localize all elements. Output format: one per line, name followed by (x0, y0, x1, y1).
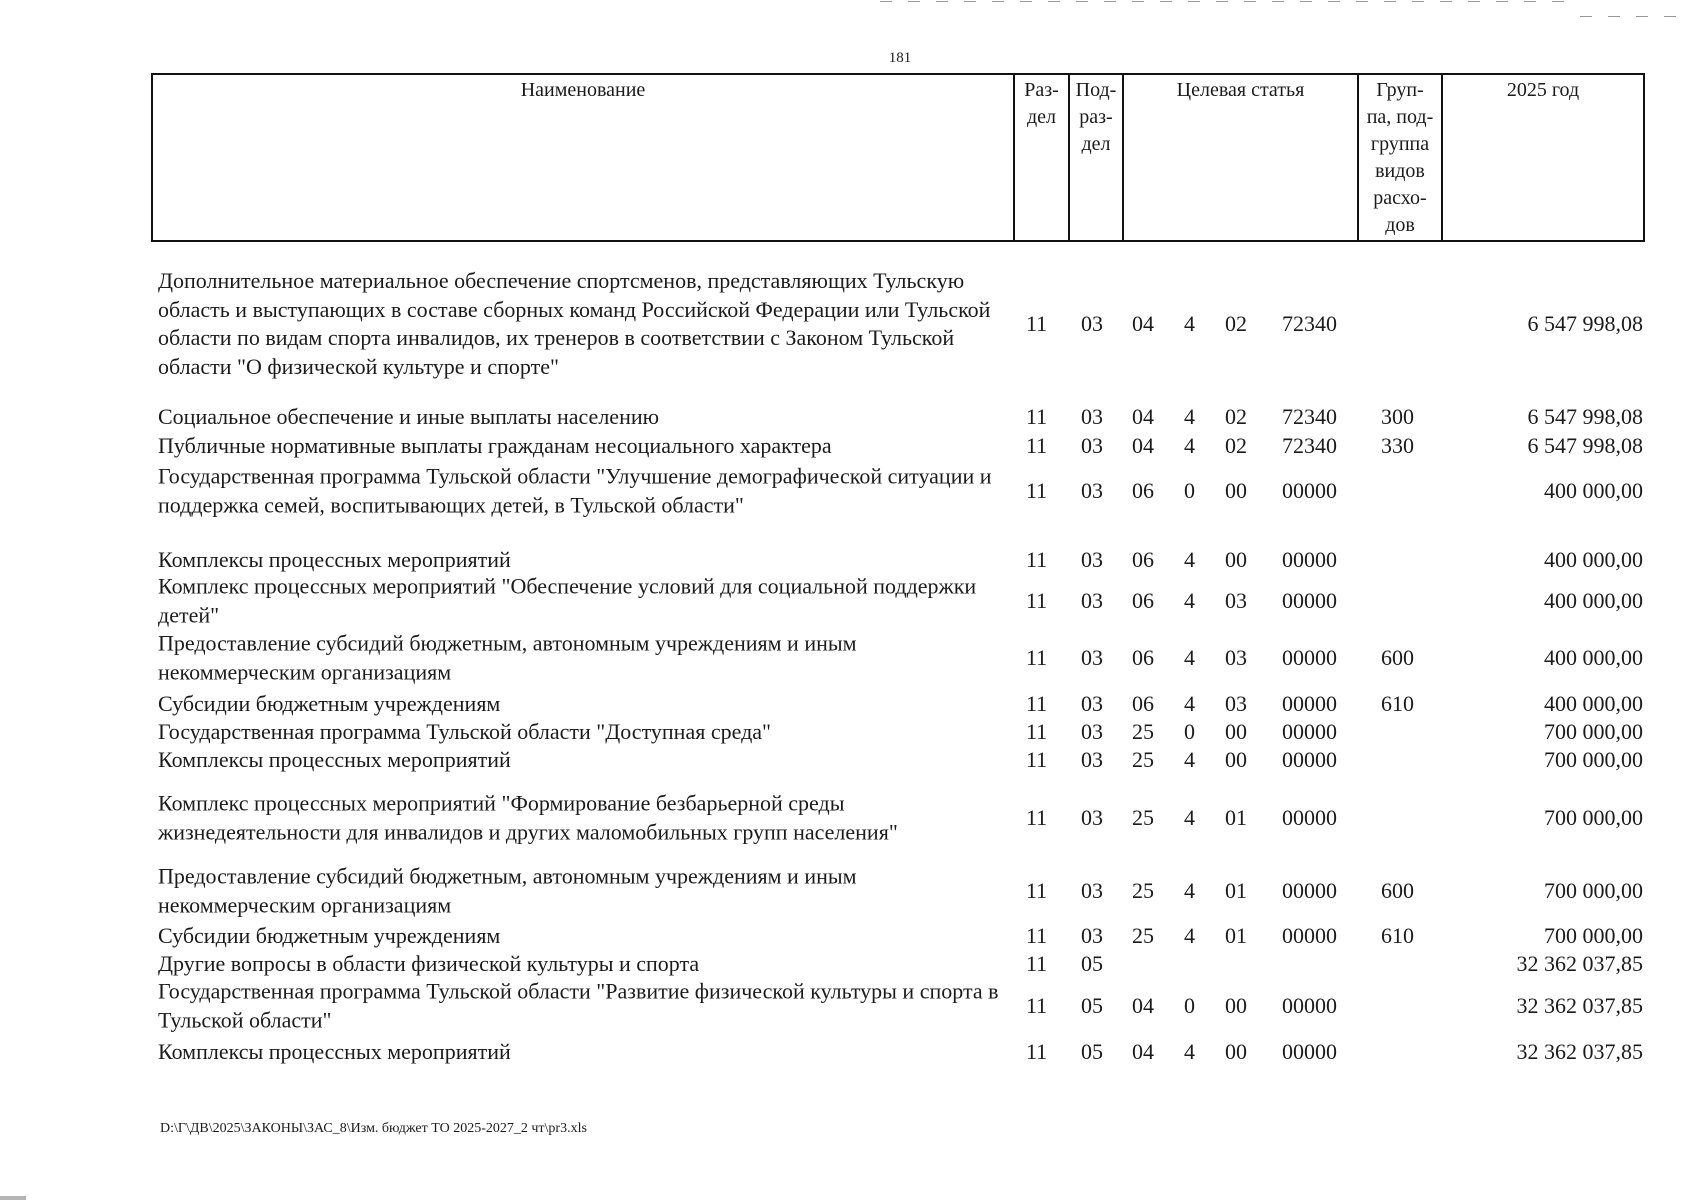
scan-dash (1440, 1, 1452, 2)
row-target-program: 04 (1132, 310, 1154, 336)
scan-dash (1300, 1, 1312, 2)
row-razdel: 11 (1026, 403, 1048, 429)
scan-dash (1160, 1, 1172, 2)
row-amount-2025: 700 000,00 (1544, 746, 1643, 772)
scan-dash (1104, 1, 1116, 2)
row-razdel: 11 (1026, 432, 1048, 458)
row-target-subprogram: 03 (1225, 587, 1247, 613)
row-name: Предоставление субсидий бюджетным, автономным учреждениям и иным некоммерческим организациям (158, 863, 857, 917)
header-line: Раз- (1024, 79, 1059, 101)
row-amount-2025: 700 000,00 (1544, 922, 1643, 948)
scan-dash (1244, 1, 1256, 2)
row-amount-2025: 6 547 998,08 (1527, 403, 1643, 429)
table-row (0, 690, 1696, 718)
scan-mark (0, 1196, 26, 1200)
header-line: расхо- (1373, 187, 1427, 209)
row-name: Социальное обеспечение и иные выплаты населению (158, 403, 660, 429)
row-target-type: 4 (1184, 690, 1195, 716)
scan-dash (1580, 16, 1592, 17)
scan-dash (1608, 16, 1620, 17)
row-podrazdel: 05 (1081, 1038, 1103, 1064)
row-target-program: 06 (1132, 587, 1154, 613)
row-expense-group: 610 (1381, 690, 1414, 716)
row-target-program: 25 (1132, 804, 1154, 830)
table-row (0, 265, 1696, 383)
row-target-type: 4 (1184, 922, 1195, 948)
row-target-direction: 00000 (1282, 922, 1337, 948)
row-target-direction: 72340 (1282, 432, 1337, 458)
row-razdel: 11 (1026, 546, 1048, 572)
scan-dash (1552, 1, 1564, 2)
row-target-type: 0 (1184, 992, 1195, 1018)
row-name: Субсидии бюджетным учреждениям (158, 690, 501, 716)
header-line: 2025 год (1506, 79, 1580, 101)
row-target-subprogram: 00 (1225, 477, 1247, 503)
scan-dash (1524, 1, 1536, 2)
scan-dash (1328, 1, 1340, 2)
row-podrazdel: 03 (1081, 546, 1103, 572)
row-name: Комплексы процессных мероприятий (158, 746, 511, 772)
row-target-program: 25 (1132, 718, 1154, 744)
row-target-subprogram: 00 (1225, 992, 1247, 1018)
table-row (0, 746, 1696, 774)
row-target-subprogram: 01 (1225, 804, 1247, 830)
row-podrazdel: 03 (1081, 690, 1103, 716)
row-name: Публичные нормативные выплаты гражданам несоциального характера (158, 432, 832, 458)
row-amount-2025: 32 362 037,85 (1516, 950, 1643, 976)
table-row (0, 863, 1696, 919)
row-target-program: 25 (1132, 922, 1154, 948)
row-target-type: 4 (1184, 403, 1195, 429)
row-target-program: 06 (1132, 644, 1154, 670)
row-amount-2025: 400 000,00 (1544, 587, 1643, 613)
table-row (0, 922, 1696, 950)
row-target-subprogram: 03 (1225, 690, 1247, 716)
row-target-subprogram: 03 (1225, 644, 1247, 670)
scan-dash (880, 1, 892, 2)
header-line: раз- (1079, 106, 1113, 128)
row-amount-2025: 6 547 998,08 (1527, 310, 1643, 336)
header-line: дов (1385, 214, 1415, 236)
header-line: Наименование (520, 79, 646, 101)
row-name: Комплекс процессных мероприятий "Формирование безбарьерной среды жизнедеятельности для инвалидов и других маломобильных групп населения" (158, 790, 898, 844)
row-target-direction: 00000 (1282, 877, 1337, 903)
row-target-type: 4 (1184, 1038, 1195, 1064)
row-amount-2025: 32 362 037,85 (1516, 1038, 1643, 1064)
scan-dash (1468, 1, 1480, 2)
row-target-type: 0 (1184, 718, 1195, 744)
table-row (0, 575, 1696, 627)
row-amount-2025: 700 000,00 (1544, 804, 1643, 830)
row-target-program: 06 (1132, 690, 1154, 716)
row-name: Государственная программа Тульской области "Развитие физической культуры и спорта в Тульской области" (158, 978, 999, 1032)
row-target-type: 4 (1184, 546, 1195, 572)
row-target-program: 25 (1132, 877, 1154, 903)
scan-dash (1356, 1, 1368, 2)
table-row (0, 790, 1696, 846)
row-amount-2025: 32 362 037,85 (1516, 992, 1643, 1018)
row-expense-group: 600 (1381, 644, 1414, 670)
row-target-program: 04 (1132, 1038, 1154, 1064)
row-expense-group: 300 (1381, 403, 1414, 429)
row-podrazdel: 03 (1081, 403, 1103, 429)
row-razdel: 11 (1026, 1038, 1048, 1064)
header-line: видов (1375, 160, 1425, 182)
row-target-direction: 00000 (1282, 690, 1337, 716)
file-path-footer: D:\Г\ДВ\2025\ЗАКОНЫ\ЗАС_8\Изм. бюджет ТО 2025-2027_2 чт\pr3.xls (160, 1121, 587, 1136)
row-target-direction: 00000 (1282, 546, 1337, 572)
row-amount-2025: 700 000,00 (1544, 877, 1643, 903)
row-razdel: 11 (1026, 922, 1048, 948)
header-line: дел (1026, 106, 1057, 128)
row-target-subprogram: 01 (1225, 877, 1247, 903)
table-row (0, 718, 1696, 746)
table-row (0, 980, 1696, 1032)
table-row (0, 632, 1696, 684)
row-podrazdel: 03 (1081, 310, 1103, 336)
row-razdel: 11 (1026, 877, 1048, 903)
header-line: Под- (1075, 79, 1117, 101)
scan-dash (1076, 1, 1088, 2)
row-razdel: 11 (1026, 950, 1048, 976)
row-target-type: 4 (1184, 804, 1195, 830)
scan-dash (908, 1, 920, 2)
table-row (0, 403, 1696, 431)
scan-dash (1384, 1, 1396, 2)
row-razdel: 11 (1026, 992, 1048, 1018)
row-amount-2025: 700 000,00 (1544, 718, 1643, 744)
page-number: 181 (888, 50, 912, 66)
row-podrazdel: 03 (1081, 587, 1103, 613)
row-razdel: 11 (1026, 690, 1048, 716)
row-target-subprogram: 00 (1225, 546, 1247, 572)
row-podrazdel: 03 (1081, 746, 1103, 772)
header-line: Груп- (1376, 79, 1424, 101)
scan-dash (992, 1, 1004, 2)
row-expense-group: 610 (1381, 922, 1414, 948)
row-amount-2025: 400 000,00 (1544, 546, 1643, 572)
row-razdel: 11 (1026, 310, 1048, 336)
scan-dash (1188, 1, 1200, 2)
row-podrazdel: 05 (1081, 992, 1103, 1018)
row-target-subprogram: 02 (1225, 432, 1247, 458)
row-expense-group: 330 (1381, 432, 1414, 458)
row-target-program: 04 (1132, 432, 1154, 458)
header-line: па, под- (1366, 106, 1434, 128)
row-target-type: 4 (1184, 877, 1195, 903)
header-line: Целевая статья (1176, 79, 1305, 101)
table-row (0, 950, 1696, 978)
row-amount-2025: 400 000,00 (1544, 477, 1643, 503)
row-target-program: 25 (1132, 746, 1154, 772)
row-target-direction: 00000 (1282, 718, 1337, 744)
row-podrazdel: 03 (1081, 432, 1103, 458)
scan-dash (1664, 16, 1676, 17)
scan-dash (964, 1, 976, 2)
scan-dash (1020, 1, 1032, 2)
row-name: Комплексы процессных мероприятий (158, 546, 511, 572)
row-expense-group: 600 (1381, 877, 1414, 903)
row-target-direction: 00000 (1282, 804, 1337, 830)
table-row (0, 463, 1696, 519)
row-target-program: 06 (1132, 546, 1154, 572)
header-line: дел (1081, 133, 1111, 155)
row-target-direction: 72340 (1282, 310, 1337, 336)
row-razdel: 11 (1026, 718, 1048, 744)
scan-dash (1496, 1, 1508, 2)
row-target-subprogram: 01 (1225, 922, 1247, 948)
row-name: Дополнительное материальное обеспечение спортсменов, представляющих Тульскую область и выступающих в составе сборных команд Российской Федерации или Тульской области по видам спорта инвалидов, их тренеров в соответствии с Законом Тульской области "О физической культуре и спорте" (158, 268, 991, 379)
row-target-program: 04 (1132, 992, 1154, 1018)
row-name: Другие вопросы в области физической культуры и спорта (158, 950, 700, 976)
row-amount-2025: 400 000,00 (1544, 690, 1643, 716)
row-target-type: 4 (1184, 746, 1195, 772)
row-name: Государственная программа Тульской области "Улучшение демографической ситуации и поддержка семей, воспитывающих детей, в Тульской области" (158, 463, 992, 517)
table-row (0, 432, 1696, 460)
scan-dash (1132, 1, 1144, 2)
row-amount-2025: 400 000,00 (1544, 644, 1643, 670)
row-name: Комплексы процессных мероприятий (158, 1038, 511, 1064)
row-target-direction: 00000 (1282, 587, 1337, 613)
row-podrazdel: 03 (1081, 477, 1103, 503)
row-target-direction: 00000 (1282, 477, 1337, 503)
row-razdel: 11 (1026, 746, 1048, 772)
row-target-direction: 72340 (1282, 403, 1337, 429)
row-target-program: 06 (1132, 477, 1154, 503)
row-target-type: 4 (1184, 587, 1195, 613)
scan-dash (1216, 1, 1228, 2)
row-target-subprogram: 02 (1225, 403, 1247, 429)
scan-dash (1412, 1, 1424, 2)
row-target-type: 4 (1184, 644, 1195, 670)
row-name: Субсидии бюджетным учреждениям (158, 922, 501, 948)
row-amount-2025: 6 547 998,08 (1527, 432, 1643, 458)
row-target-direction: 00000 (1282, 644, 1337, 670)
table-row (0, 1038, 1696, 1066)
row-target-type: 4 (1184, 432, 1195, 458)
row-target-type: 0 (1184, 477, 1195, 503)
row-target-subprogram: 00 (1225, 1038, 1247, 1064)
row-podrazdel: 03 (1081, 718, 1103, 744)
row-name: Предоставление субсидий бюджетным, автономным учреждениям и иным некоммерческим организациям (158, 630, 857, 684)
row-podrazdel: 03 (1081, 922, 1103, 948)
row-target-program: 04 (1132, 403, 1154, 429)
row-podrazdel: 05 (1081, 950, 1103, 976)
row-target-direction: 00000 (1282, 992, 1337, 1018)
row-podrazdel: 03 (1081, 877, 1103, 903)
row-razdel: 11 (1026, 804, 1048, 830)
row-target-subprogram: 00 (1225, 718, 1247, 744)
row-name: Комплекс процессных мероприятий "Обеспечение условий для социальной поддержки детей" (158, 573, 977, 627)
scan-dash (1048, 1, 1060, 2)
scan-dash (1636, 16, 1648, 17)
row-podrazdel: 03 (1081, 644, 1103, 670)
scan-dash (1272, 1, 1284, 2)
row-name: Государственная программа Тульской области "Доступная среда" (158, 718, 772, 744)
row-podrazdel: 03 (1081, 804, 1103, 830)
row-target-subprogram: 02 (1225, 310, 1247, 336)
row-target-direction: 00000 (1282, 746, 1337, 772)
row-target-direction: 00000 (1282, 1038, 1337, 1064)
row-target-subprogram: 00 (1225, 746, 1247, 772)
table-row (0, 546, 1696, 574)
header-line: группа (1370, 133, 1430, 155)
scan-dash (936, 1, 948, 2)
row-target-type: 4 (1184, 310, 1195, 336)
row-razdel: 11 (1026, 587, 1048, 613)
row-razdel: 11 (1026, 644, 1048, 670)
row-razdel: 11 (1026, 477, 1048, 503)
